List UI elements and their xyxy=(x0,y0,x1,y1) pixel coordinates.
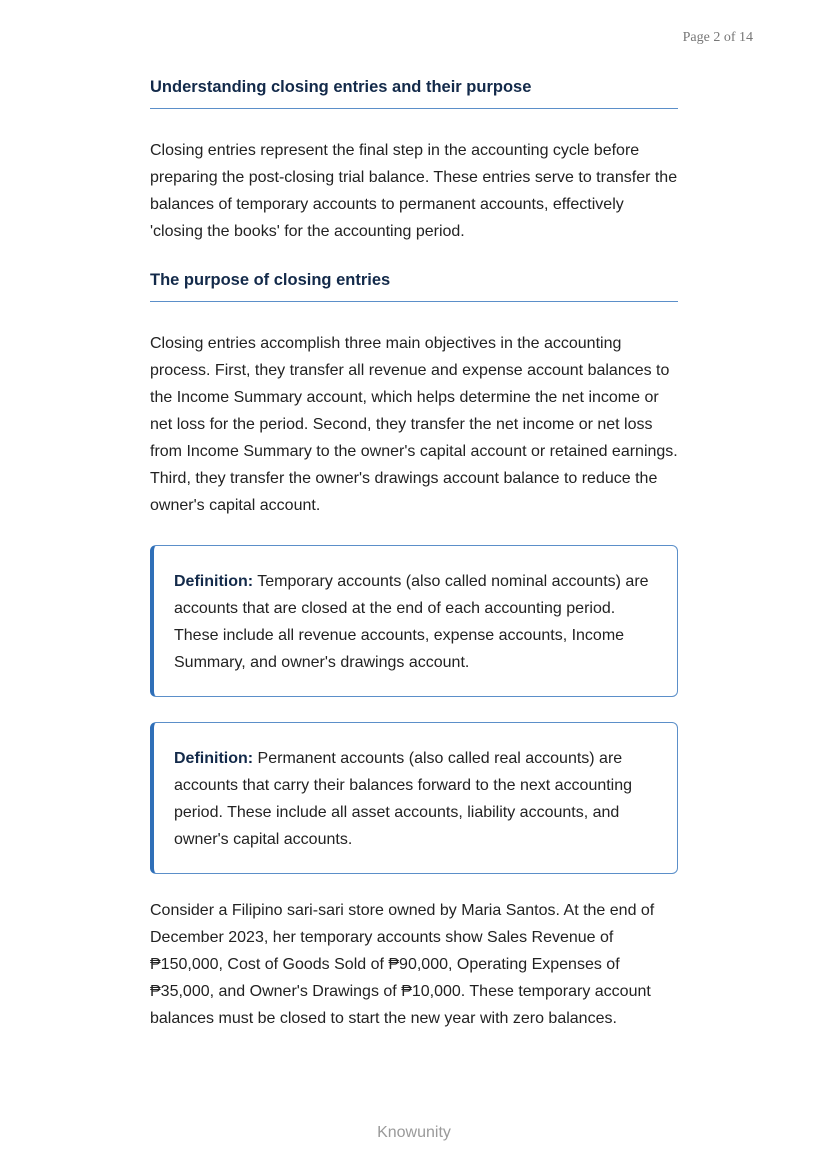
page-number: Page 2 of 14 xyxy=(682,30,753,45)
definition-label: Definition: xyxy=(174,573,254,590)
section-heading-understanding: Understanding closing entries and their purpose xyxy=(150,78,678,109)
intro-paragraph: Closing entries represent the final step in the accounting cycle before preparing the post-closing trial balance. These entries serve to transfer the balances of temporary accounts to permanent accounts, effectively 'closing the books' for the accounting period. xyxy=(150,142,678,240)
definition-label: Definition: xyxy=(174,750,254,767)
document-body xyxy=(150,78,678,1032)
definition-text: Temporary accounts (also called nominal accounts) are accounts that are closed at the end of each accounting period. These include all revenue accounts, expense accounts, Income Summary, and owner's drawings account. xyxy=(174,573,649,671)
footer-brand: Knowunity xyxy=(377,1124,451,1141)
definition-text: Permanent accounts (also called real accounts) are accounts that carry their balances forward to the next accounting period. These include all asset accounts, liability accounts, and owner's capital accounts. xyxy=(174,750,633,848)
definition-box-temporary-accounts xyxy=(150,545,678,697)
section-heading-purpose: The purpose of closing entries xyxy=(150,271,678,302)
example-paragraph: Consider a Filipino sari-sari store owned by Maria Santos. At the end of December 2023, her temporary accounts show Sales Revenue of ₱150,000, Cost of Goods Sold of ₱90,000, Operating Expenses of ₱35,000, and Owner's Drawings of ₱10,000. These temporary account balances must be closed to start the new year with zero balances. xyxy=(150,902,655,1027)
purpose-paragraph: Closing entries accomplish three main objectives in the accounting process. First, they transfer all revenue and expense account balances to the Income Summary account, which helps determine the net income or net loss for the period. Second, they transfer the net income or net loss from Income Summary to the owner's capital account or retained earnings. Third, they transfer the owner's drawings account balance to reduce the owner's capital account. xyxy=(150,335,678,514)
definition-box-permanent-accounts xyxy=(150,722,678,874)
